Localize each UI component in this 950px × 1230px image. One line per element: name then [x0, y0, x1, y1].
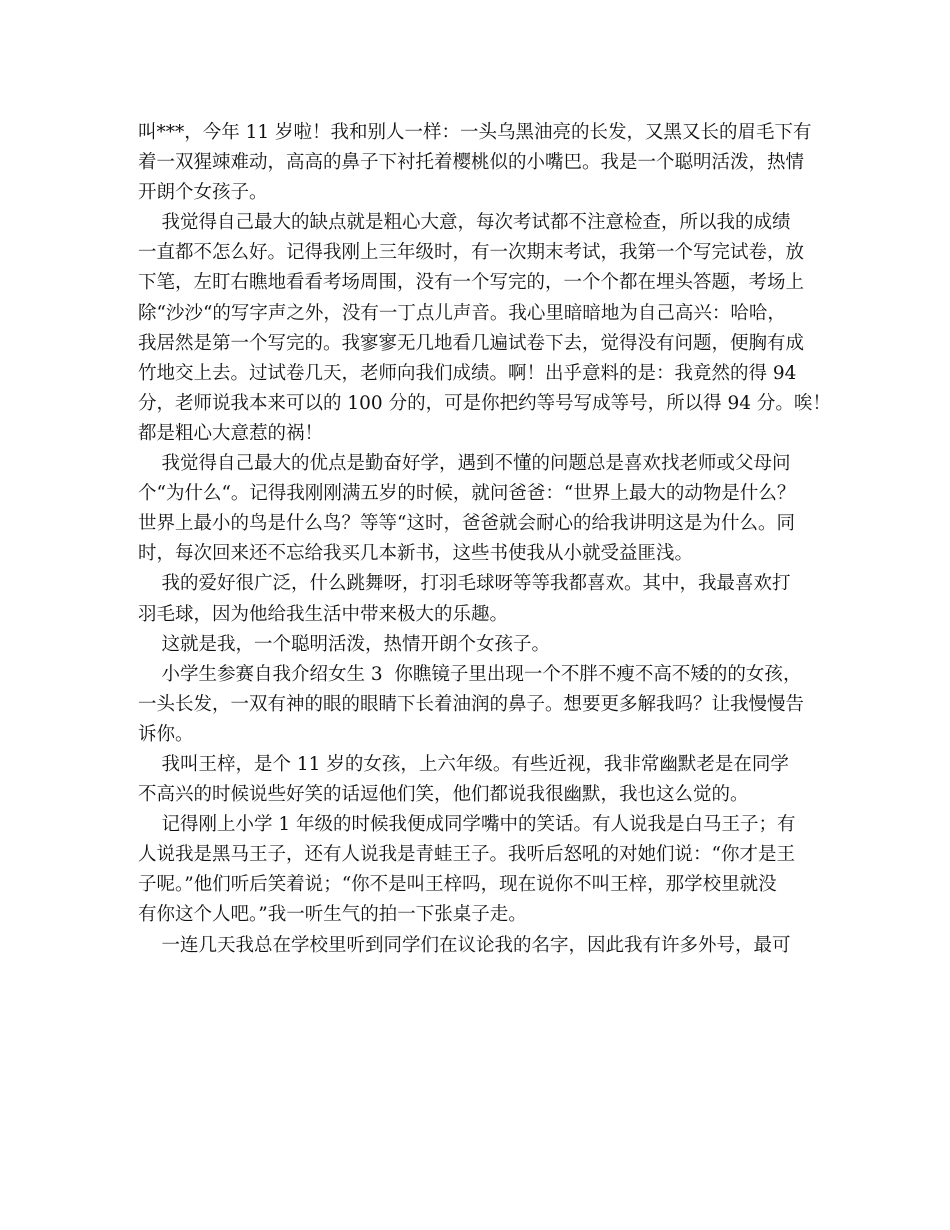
text-line: 分，老师说我本来可以的 100 分的，可是你把约等号写成等号，所以得 94 分。唉！ [138, 392, 831, 414]
text-line: 一直都不怎么好。记得我刚上三年级时，有一次期末考试，我第一个写完试卷，放 [138, 242, 805, 264]
text-line: 个“为什么“。记得我刚刚满五岁的时候，就问爸爸：“世界上最大的动物是什么？ [138, 483, 796, 505]
text-line: 世界上最小的鸟是什么鸟？等等“这时，爸爸就会耐心的给我讲明这是为什么。同 [138, 513, 795, 535]
text-line: 小学生参赛自我介绍女生 3 你瞧镜子里出现一个不胖不瘦不高不矮的的女孩， [138, 663, 802, 685]
text-line: 子呢。”他们听后笑着说；“你不是叫王梓吗，现在说你不叫王梓，那学校里就没 [138, 874, 777, 896]
text-line: 着一双猩竦难动，高高的鼻子下衬托着樱桃似的小嘴巴。我是一个聪明活泼，热情 [138, 152, 805, 174]
text-line: 叫***，今年 11 岁啦！我和别人一样：一头乌黑油亮的长发，又黑又长的眉毛下有 [138, 122, 812, 143]
text-line: 我觉得自己最大的缺点就是粗心大意，每次考试都不注意检查，所以我的成绩 [138, 212, 791, 234]
text-line: 我觉得自己最大的优点是勤奋好学，遇到不懂的问题总是喜欢找老师或父母问 [138, 453, 791, 475]
text-line: 我的爱好很广泛，什么跳舞呀，打羽毛球呀等等我都喜欢。其中，我最喜欢打 [138, 573, 791, 595]
text-line: 一头长发，一双有神的眼的眼睛下长着油润的鼻子。想要更多解我吗？让我慢慢告 [138, 693, 805, 715]
text-line: 竹地交上去。过试卷几天，老师向我们成绩。啊！出乎意料的是：我竟然的得 94 [138, 362, 797, 384]
text-line: 诉你。 [138, 723, 194, 745]
text-line: 下笔，左盯右瞧地看看考场周围，没有一个写完的，一个个都在埋头答题，考场上 [138, 272, 805, 294]
text-line: 不高兴的时候说些好笑的话逗他们笑，他们都说我很幽默，我也这么觉的。 [138, 784, 749, 806]
body-text [138, 118, 831, 961]
text-line: 时，每次回来还不忘给我买几本新书，这些书使我从小就受益匪浅。 [138, 543, 694, 565]
text-line: 有你这个人吧。”我一听生气的拍一下张桌子走。 [138, 904, 527, 926]
text-line: 我居然是第一个写完的。我寥寥无几地看几遍试卷下去，觉得没有问题，便胸有成 [138, 332, 805, 354]
text-line: 我叫王梓，是个 11 岁的女孩，上六年级。有些近视，我非常幽默老是在同学 [138, 753, 789, 775]
text-line: 除“沙沙“的写字声之外，没有一丁点儿声音。我心里暗暗地为自己高兴：哈哈， [138, 302, 786, 324]
text-line: 一连几天我总在学校里听到同学们在议论我的名字，因此我有许多外号，最可 [138, 934, 791, 956]
text-line: 开朗个女孩子。 [138, 182, 268, 204]
text-line: 都是粗心大意惹的祸！ [138, 422, 324, 444]
text-line: 人说我是黑马王子，还有人说我是青蛙王子。我听后怒吼的对她们说：“你才是王 [138, 844, 795, 866]
text-line: 羽毛球，因为他给我生活中带来极大的乐趣。 [138, 603, 509, 625]
text-line: 记得刚上小学 1 年级的时候我便成同学嘴中的笑话。有人说我是白马王子；有 [138, 814, 796, 836]
text-line: 这就是我，一个聪明活泼，热情开朗个女孩子。 [138, 633, 551, 655]
